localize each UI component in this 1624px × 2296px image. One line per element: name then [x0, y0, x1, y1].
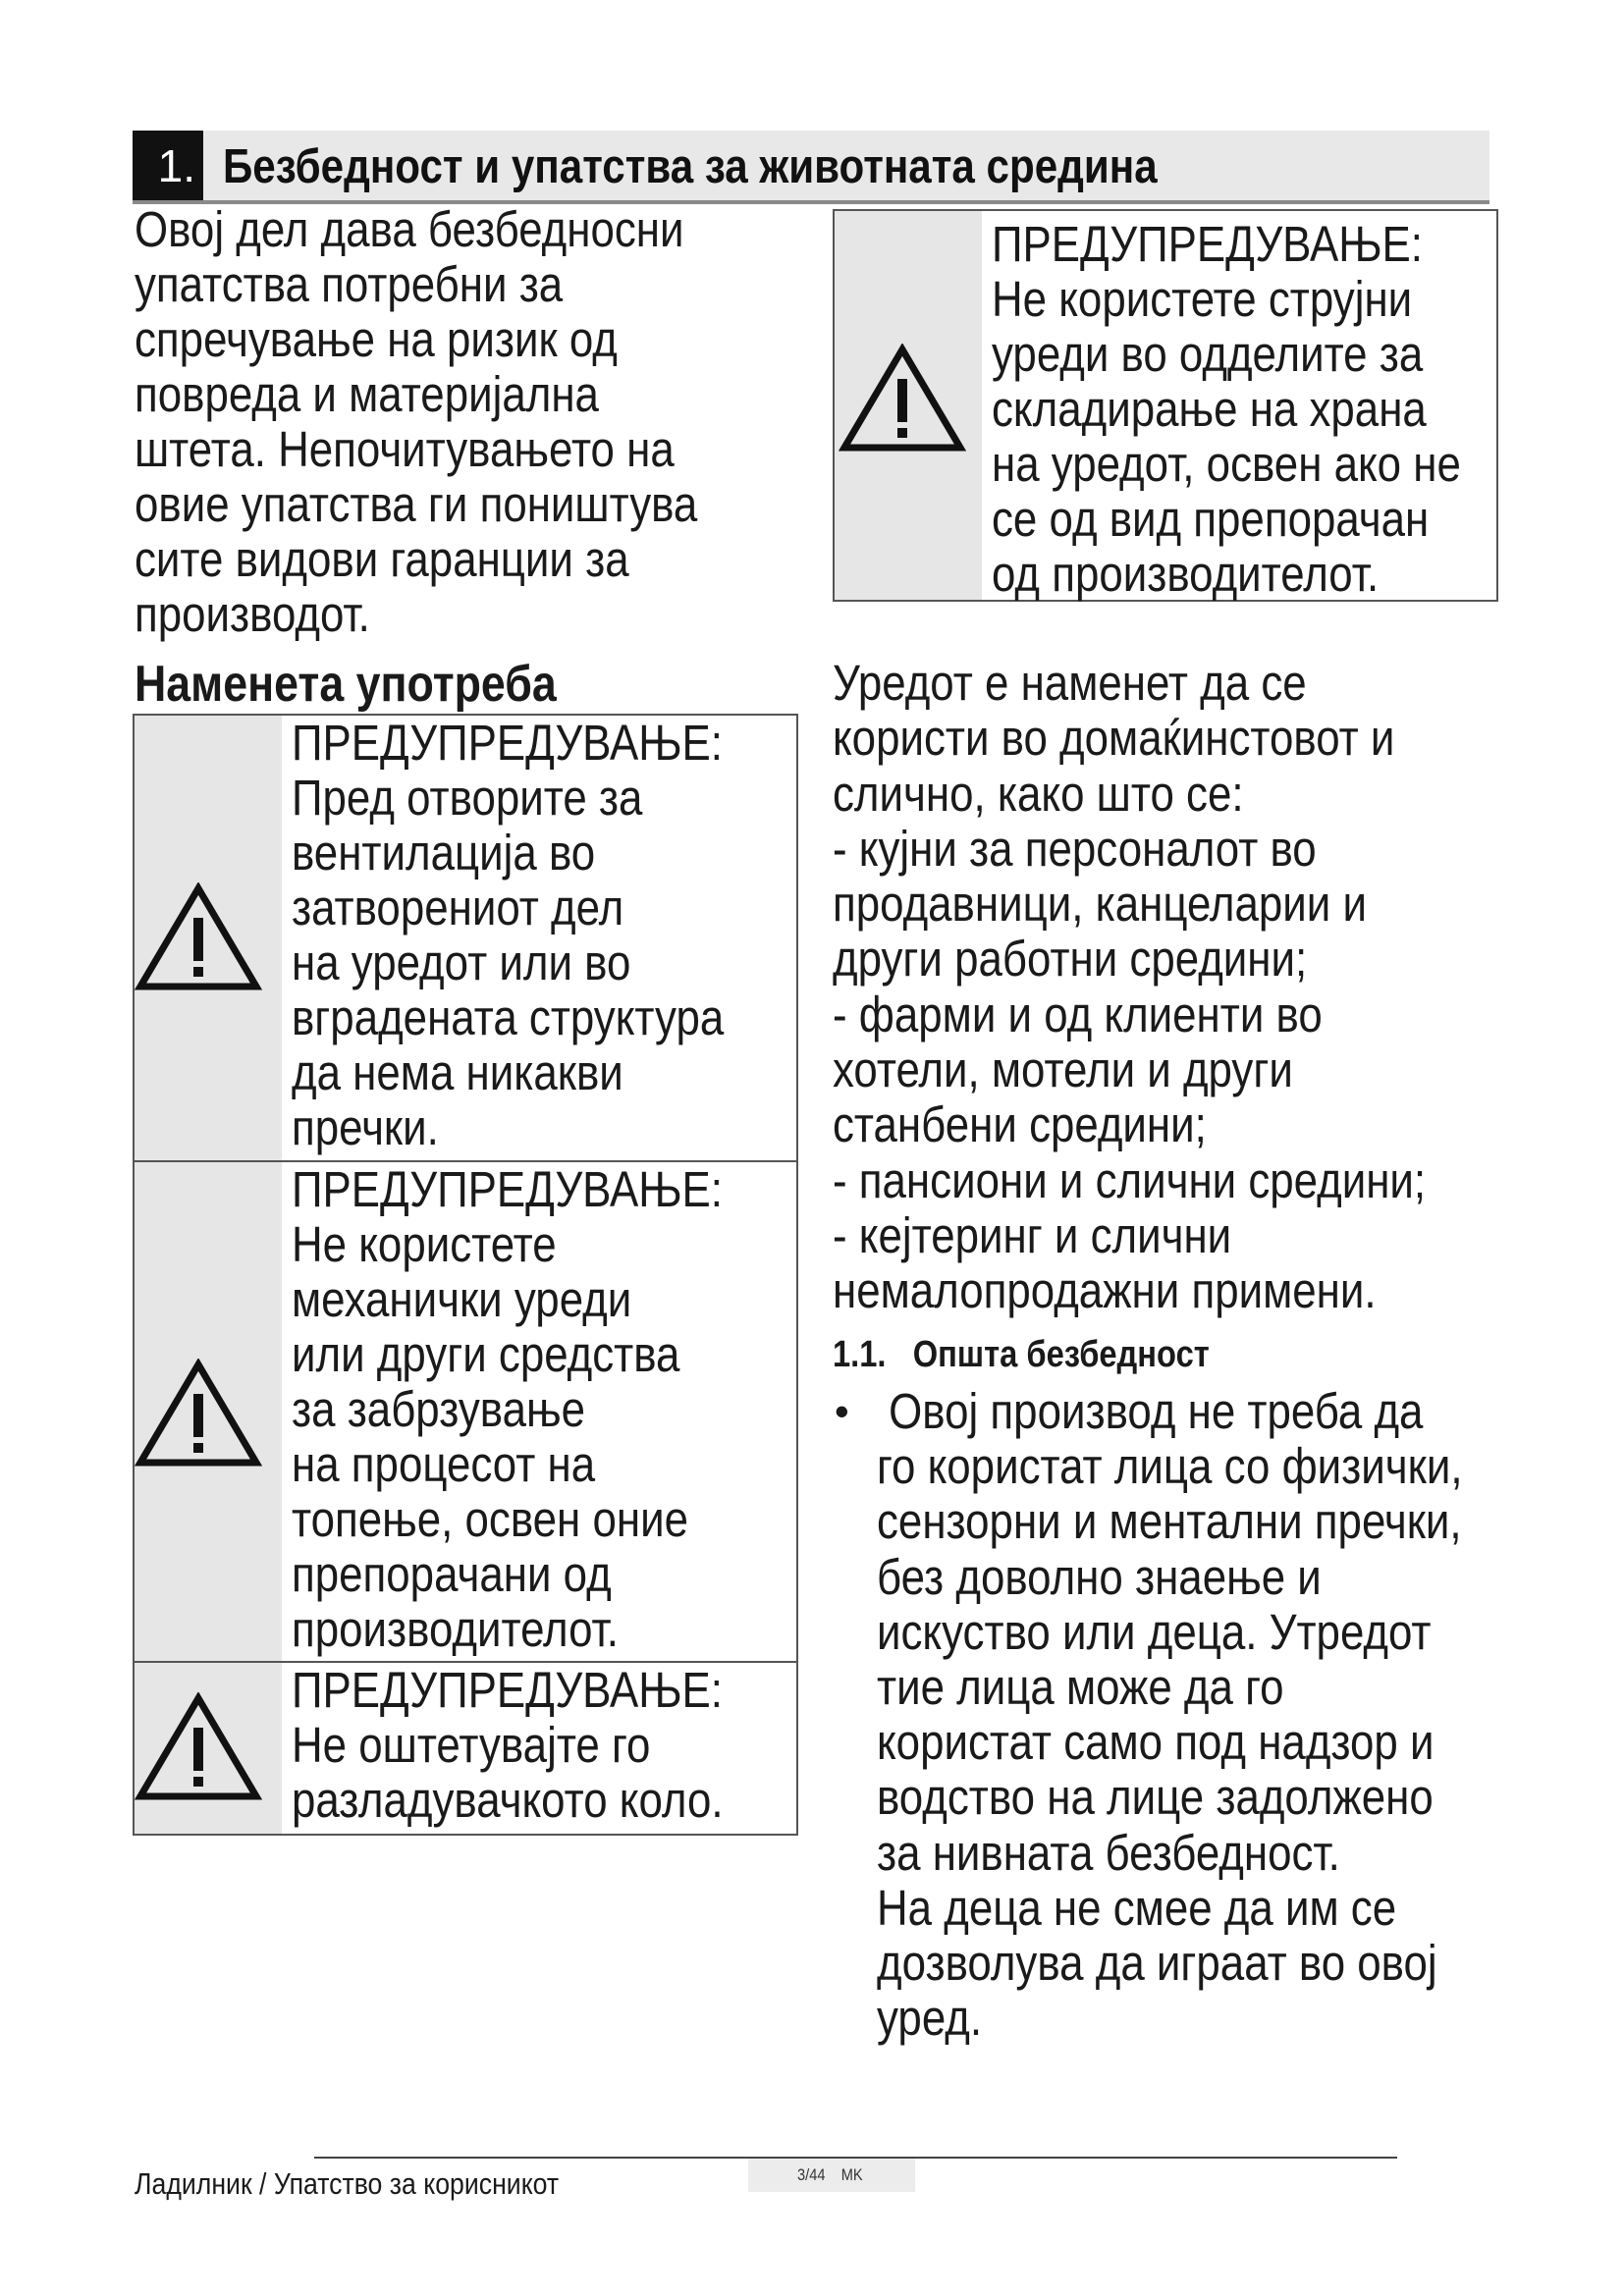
warning-line — [292, 881, 794, 935]
warning-line-text: производителот. — [292, 1601, 619, 1657]
warning-triangle-icon — [839, 344, 966, 454]
warning-text — [282, 716, 794, 1160]
usage-line — [833, 1263, 1522, 1318]
bullet-line — [877, 1991, 1558, 2046]
warning-line-text: од производителот. — [992, 546, 1380, 602]
usage-line — [833, 656, 1522, 711]
section-number: 1. — [133, 131, 203, 200]
intro-line-text: овие упатства ги поништува — [135, 476, 698, 532]
warning-title-text: ПРЕДУПРЕДУВАЊЕ: — [292, 1161, 723, 1217]
general-safety-heading — [833, 1333, 1271, 1376]
usage-line — [833, 988, 1522, 1042]
intro-line — [135, 367, 789, 422]
usage-line — [833, 711, 1522, 766]
warning-text — [282, 1162, 792, 1661]
warning-line — [292, 1327, 792, 1382]
warning-line — [292, 1773, 793, 1828]
warning-triangle-icon — [135, 1359, 262, 1468]
warning-icon-cell — [135, 1162, 282, 1661]
warning-box-ventilation — [135, 716, 796, 1162]
footer-page-number-text: 3/44 MK — [797, 2165, 863, 2184]
usage-line-text: слично, како што се: — [833, 765, 1244, 822]
intro-line-text: штета. Непочитувањето на — [135, 421, 675, 477]
warning-box-refrigerant-circuit — [135, 1663, 796, 1834]
bullet-marker: • — [835, 1388, 849, 1434]
usage-line — [833, 877, 1522, 932]
warning-line-text: уреди во одделите за — [992, 326, 1424, 382]
usage-line — [833, 1208, 1522, 1263]
bullet-line — [877, 1881, 1558, 1936]
footer-document-title-text: Ладилник / Упатство за корисникот — [135, 2166, 560, 2201]
warning-line-text: да нема никакви — [292, 1044, 623, 1100]
warning-line — [992, 382, 1538, 437]
warning-line-text: топење, освен оние — [292, 1491, 688, 1547]
bullet-line — [877, 1605, 1558, 1660]
warning-line-text: затворениот дел — [292, 880, 624, 935]
warning-line — [292, 1382, 792, 1437]
warning-line-text: Не оштетувајте го — [292, 1717, 651, 1773]
warning-line — [992, 327, 1538, 382]
warning-line — [292, 1547, 792, 1602]
warning-line-text: Не користете — [292, 1216, 557, 1272]
warning-line-text: складирање на храна — [992, 381, 1427, 437]
warning-icon-cell — [135, 1663, 282, 1834]
warning-title — [292, 1162, 792, 1217]
warning-text — [982, 211, 1538, 600]
bullet-line-text: искуство или деца. Утредот — [877, 1603, 1432, 1660]
usage-line-text: продавници, канцеларии и — [833, 876, 1367, 933]
warning-line-text: Не користете струјни — [992, 271, 1413, 327]
warning-line-text: на уредот, освен ако не — [992, 436, 1461, 492]
usage-line — [833, 1097, 1522, 1152]
warning-line-text: или други средства — [292, 1326, 680, 1382]
usage-line-text: - кујни за персоналот во — [833, 820, 1317, 877]
intended-use-heading-text: Наменета употреба — [135, 656, 557, 713]
warning-line-text: за забрзување — [292, 1381, 585, 1437]
bullet-line-text: дозволува да играат во овој — [877, 1934, 1437, 1991]
usage-line — [833, 932, 1522, 987]
bullet-line — [877, 1715, 1558, 1770]
warning-line — [292, 771, 794, 826]
warning-line-text: Пред отворите за — [292, 770, 643, 826]
usage-line-text: користи во домаќинстовот и — [833, 710, 1395, 767]
warning-line — [992, 492, 1538, 547]
warning-line-text: се од вид препорачан — [992, 491, 1430, 547]
warning-line — [292, 1217, 792, 1272]
bullet-line-text: Овој производ не треба да — [877, 1383, 1424, 1439]
warning-line — [292, 1045, 794, 1100]
warning-line-text: вградената структура — [292, 989, 725, 1045]
warning-line — [292, 935, 794, 990]
bullet-line — [877, 1494, 1558, 1549]
usage-line — [833, 1153, 1522, 1208]
bullet-line-text: без доволно знаење и — [877, 1548, 1322, 1605]
intro-line — [135, 312, 789, 367]
bullet-line — [877, 1550, 1558, 1605]
section-title — [223, 139, 1310, 194]
warning-line — [992, 272, 1538, 327]
warning-line-text: вентилација во — [292, 825, 596, 881]
section-header — [133, 131, 1489, 204]
intro-line — [135, 532, 789, 587]
usage-line-text: станбени средини; — [833, 1096, 1207, 1153]
usage-line — [833, 767, 1522, 822]
warning-line — [292, 1492, 792, 1547]
intro-line — [135, 202, 789, 257]
bullet-line — [877, 1660, 1558, 1715]
warning-line — [292, 1602, 792, 1657]
warning-triangle-icon — [135, 1692, 262, 1802]
footer-page-number — [748, 2159, 915, 2192]
warning-stack — [133, 714, 798, 1836]
intro-line — [135, 422, 789, 477]
bullet-line — [877, 1439, 1558, 1494]
warning-title — [992, 217, 1538, 272]
warning-line — [292, 1437, 792, 1492]
intro-line-text: упатства потребни за — [135, 256, 564, 312]
warning-line — [292, 1272, 792, 1327]
intro-line-text: производот. — [135, 586, 370, 642]
warning-text — [282, 1663, 793, 1834]
warning-box-electrical-devices — [833, 209, 1498, 602]
warning-line — [292, 826, 794, 881]
general-safety-heading-text: 1.1. Општа безбедност — [833, 1334, 1210, 1375]
usage-line-text: - фарми и од клиенти во — [833, 986, 1323, 1042]
intro-line — [135, 257, 789, 312]
warning-line-text: механички уреди — [292, 1271, 632, 1327]
bullet-line — [877, 1936, 1558, 1991]
bullet-line-text: На деца не смее да им се — [877, 1879, 1397, 1936]
intro-line-text: сите видови гаранции за — [135, 531, 629, 587]
intro-line-text: Овој дел дава безбедносни — [135, 201, 684, 257]
warning-title-text: ПРЕДУПРЕДУВАЊЕ: — [292, 715, 723, 771]
section-title-text: Безбедност и упатства за животната средина — [223, 140, 1158, 193]
bullet-line — [877, 1384, 1558, 1439]
bullet-line-text: користат само под надзор и — [877, 1714, 1435, 1771]
warning-triangle-icon — [135, 882, 262, 992]
warning-line-text: пречки. — [292, 1099, 439, 1155]
warning-line-text: препорачани од — [292, 1546, 612, 1602]
usage-line-text: други работни средини; — [833, 931, 1308, 988]
warning-icon-cell — [135, 716, 282, 1160]
warning-line — [292, 990, 794, 1045]
warning-title — [292, 1663, 793, 1718]
intro-line-text: повреда и материјална — [135, 366, 599, 422]
usage-line-text: Уредот е наменет да се — [833, 655, 1307, 711]
warning-line-text: на уредот или во — [292, 934, 631, 990]
usage-line-text: - кејтеринг и слични — [833, 1206, 1232, 1263]
intended-use-paragraph — [833, 656, 1522, 1319]
warning-line — [992, 547, 1538, 602]
warning-line — [992, 437, 1538, 492]
bullet-line-text: водство на лице задолжено — [877, 1769, 1434, 1826]
warning-line — [292, 1718, 793, 1773]
warning-icon-cell — [835, 211, 982, 600]
bullet-line-text: тие лица може да го — [877, 1658, 1284, 1715]
bullet-line-text: уред. — [877, 1990, 983, 2047]
intro-line-text: спречување на ризик од — [135, 311, 618, 367]
footer-document-title — [135, 2166, 627, 2202]
bullet-line-text: за нивната безбедност. — [877, 1824, 1340, 1881]
warning-line — [292, 1100, 794, 1155]
warning-title-text: ПРЕДУПРЕДУВАЊЕ: — [992, 216, 1423, 272]
intro-line — [135, 477, 789, 532]
bullet-line-text: сензорни и ментални пречки, — [877, 1493, 1462, 1550]
intro-line — [135, 587, 789, 642]
bullet-line — [877, 1770, 1558, 1825]
general-safety-bullet — [877, 1384, 1558, 2046]
bullet-line-text: го користат лица со физички, — [877, 1438, 1463, 1495]
usage-line-text: немалопродажни примени. — [833, 1262, 1377, 1319]
usage-line-text: хотели, мотели и други — [833, 1041, 1293, 1098]
bullet-line — [877, 1826, 1558, 1881]
usage-line-text: - пансиони и слични средини; — [833, 1151, 1427, 1208]
warning-title-text: ПРЕДУПРЕДУВАЊЕ: — [292, 1662, 723, 1718]
usage-line — [833, 822, 1522, 877]
warning-box-defrosting — [135, 1162, 796, 1663]
usage-line — [833, 1042, 1522, 1097]
intended-use-heading — [135, 656, 625, 713]
warning-line-text: разладувачкото коло. — [292, 1772, 724, 1828]
warning-title — [292, 716, 794, 771]
intro-paragraph — [135, 202, 789, 642]
warning-line-text: на процесот на — [292, 1436, 596, 1492]
